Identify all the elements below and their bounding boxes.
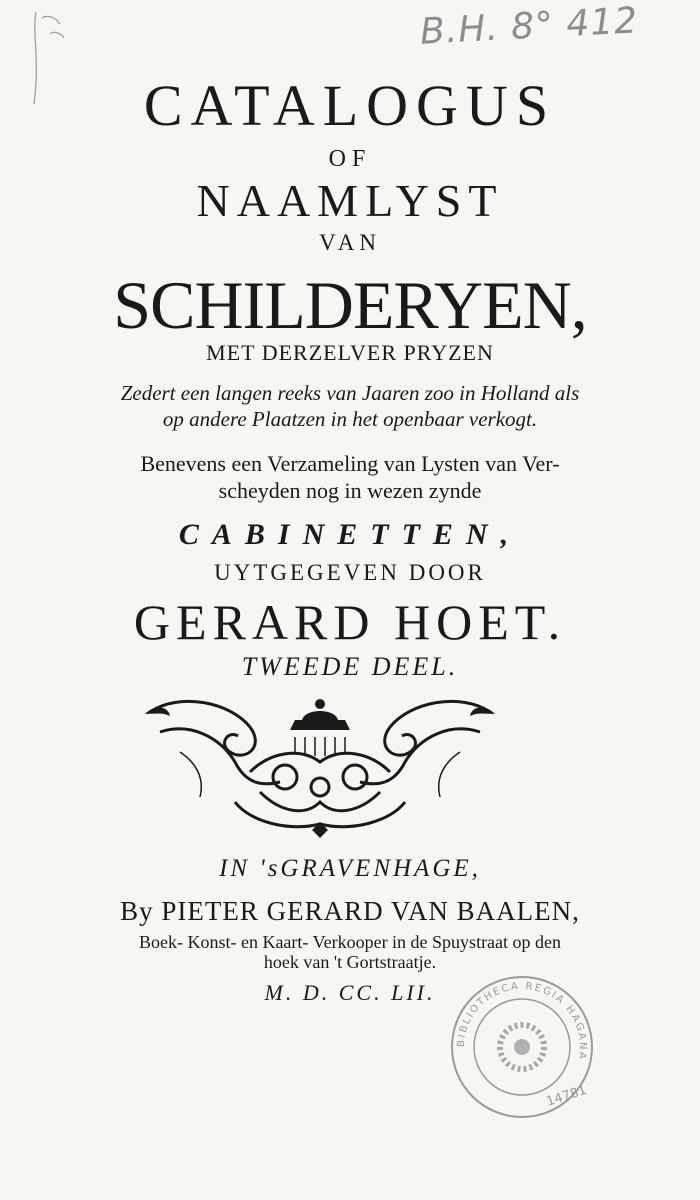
baroque-vignette-icon: [140, 692, 500, 842]
subtitle-roman-line-1: Benevens een Verzameling van Lysten van Ver-: [140, 451, 560, 476]
subtitle-cabinetten: CABINETTEN,: [178, 518, 522, 551]
imprint-address-line-2: hoek van 't Gortstraatje.: [263, 952, 437, 972]
subtitle-roman-line-2: scheyden nog in wezen zynde: [218, 478, 482, 503]
subtitle-italic-line-2: op andere Plaatzen in het openbaar verkogt.: [162, 407, 538, 431]
imprint-printer: By PIETER GERARD VAN BAALEN,: [120, 896, 580, 926]
stamp-number: 14781: [544, 1082, 589, 1110]
subtitle-prices: MET DERZELVER PRYZEN: [206, 340, 494, 365]
subtitle-published-by: UYTGEGEVEN DOOR: [214, 560, 486, 585]
title-catalogus: CATALOGUS: [143, 73, 557, 138]
title-van: VAN: [319, 230, 381, 255]
imprint-year: M. D. CC. LII.: [264, 980, 436, 1005]
title-naamlyst: NAAMLYST: [196, 175, 504, 226]
shelfmark: B.H. 8° 412: [419, 0, 640, 53]
volume-label: TWEEDE DEEL.: [241, 652, 459, 681]
author-name: GERARD HOET.: [133, 594, 567, 650]
title-schilderyen: SCHILDERYEN,: [113, 267, 587, 343]
imprint-place: IN 'sGRAVENHAGE,: [219, 855, 481, 882]
imprint-address-line-1: Boek- Konst- en Kaart- Verkooper in de Spuystraat op den: [138, 932, 562, 952]
subtitle-italic-line-1: Zedert een langen reeks van Jaaren zoo in Holland als: [120, 381, 580, 405]
stamp-ring-text: BIBLIOTHECA REGIA HAGANA: [455, 980, 589, 1062]
title-of: OF: [328, 146, 372, 172]
library-seal-icon: [440, 972, 605, 1122]
